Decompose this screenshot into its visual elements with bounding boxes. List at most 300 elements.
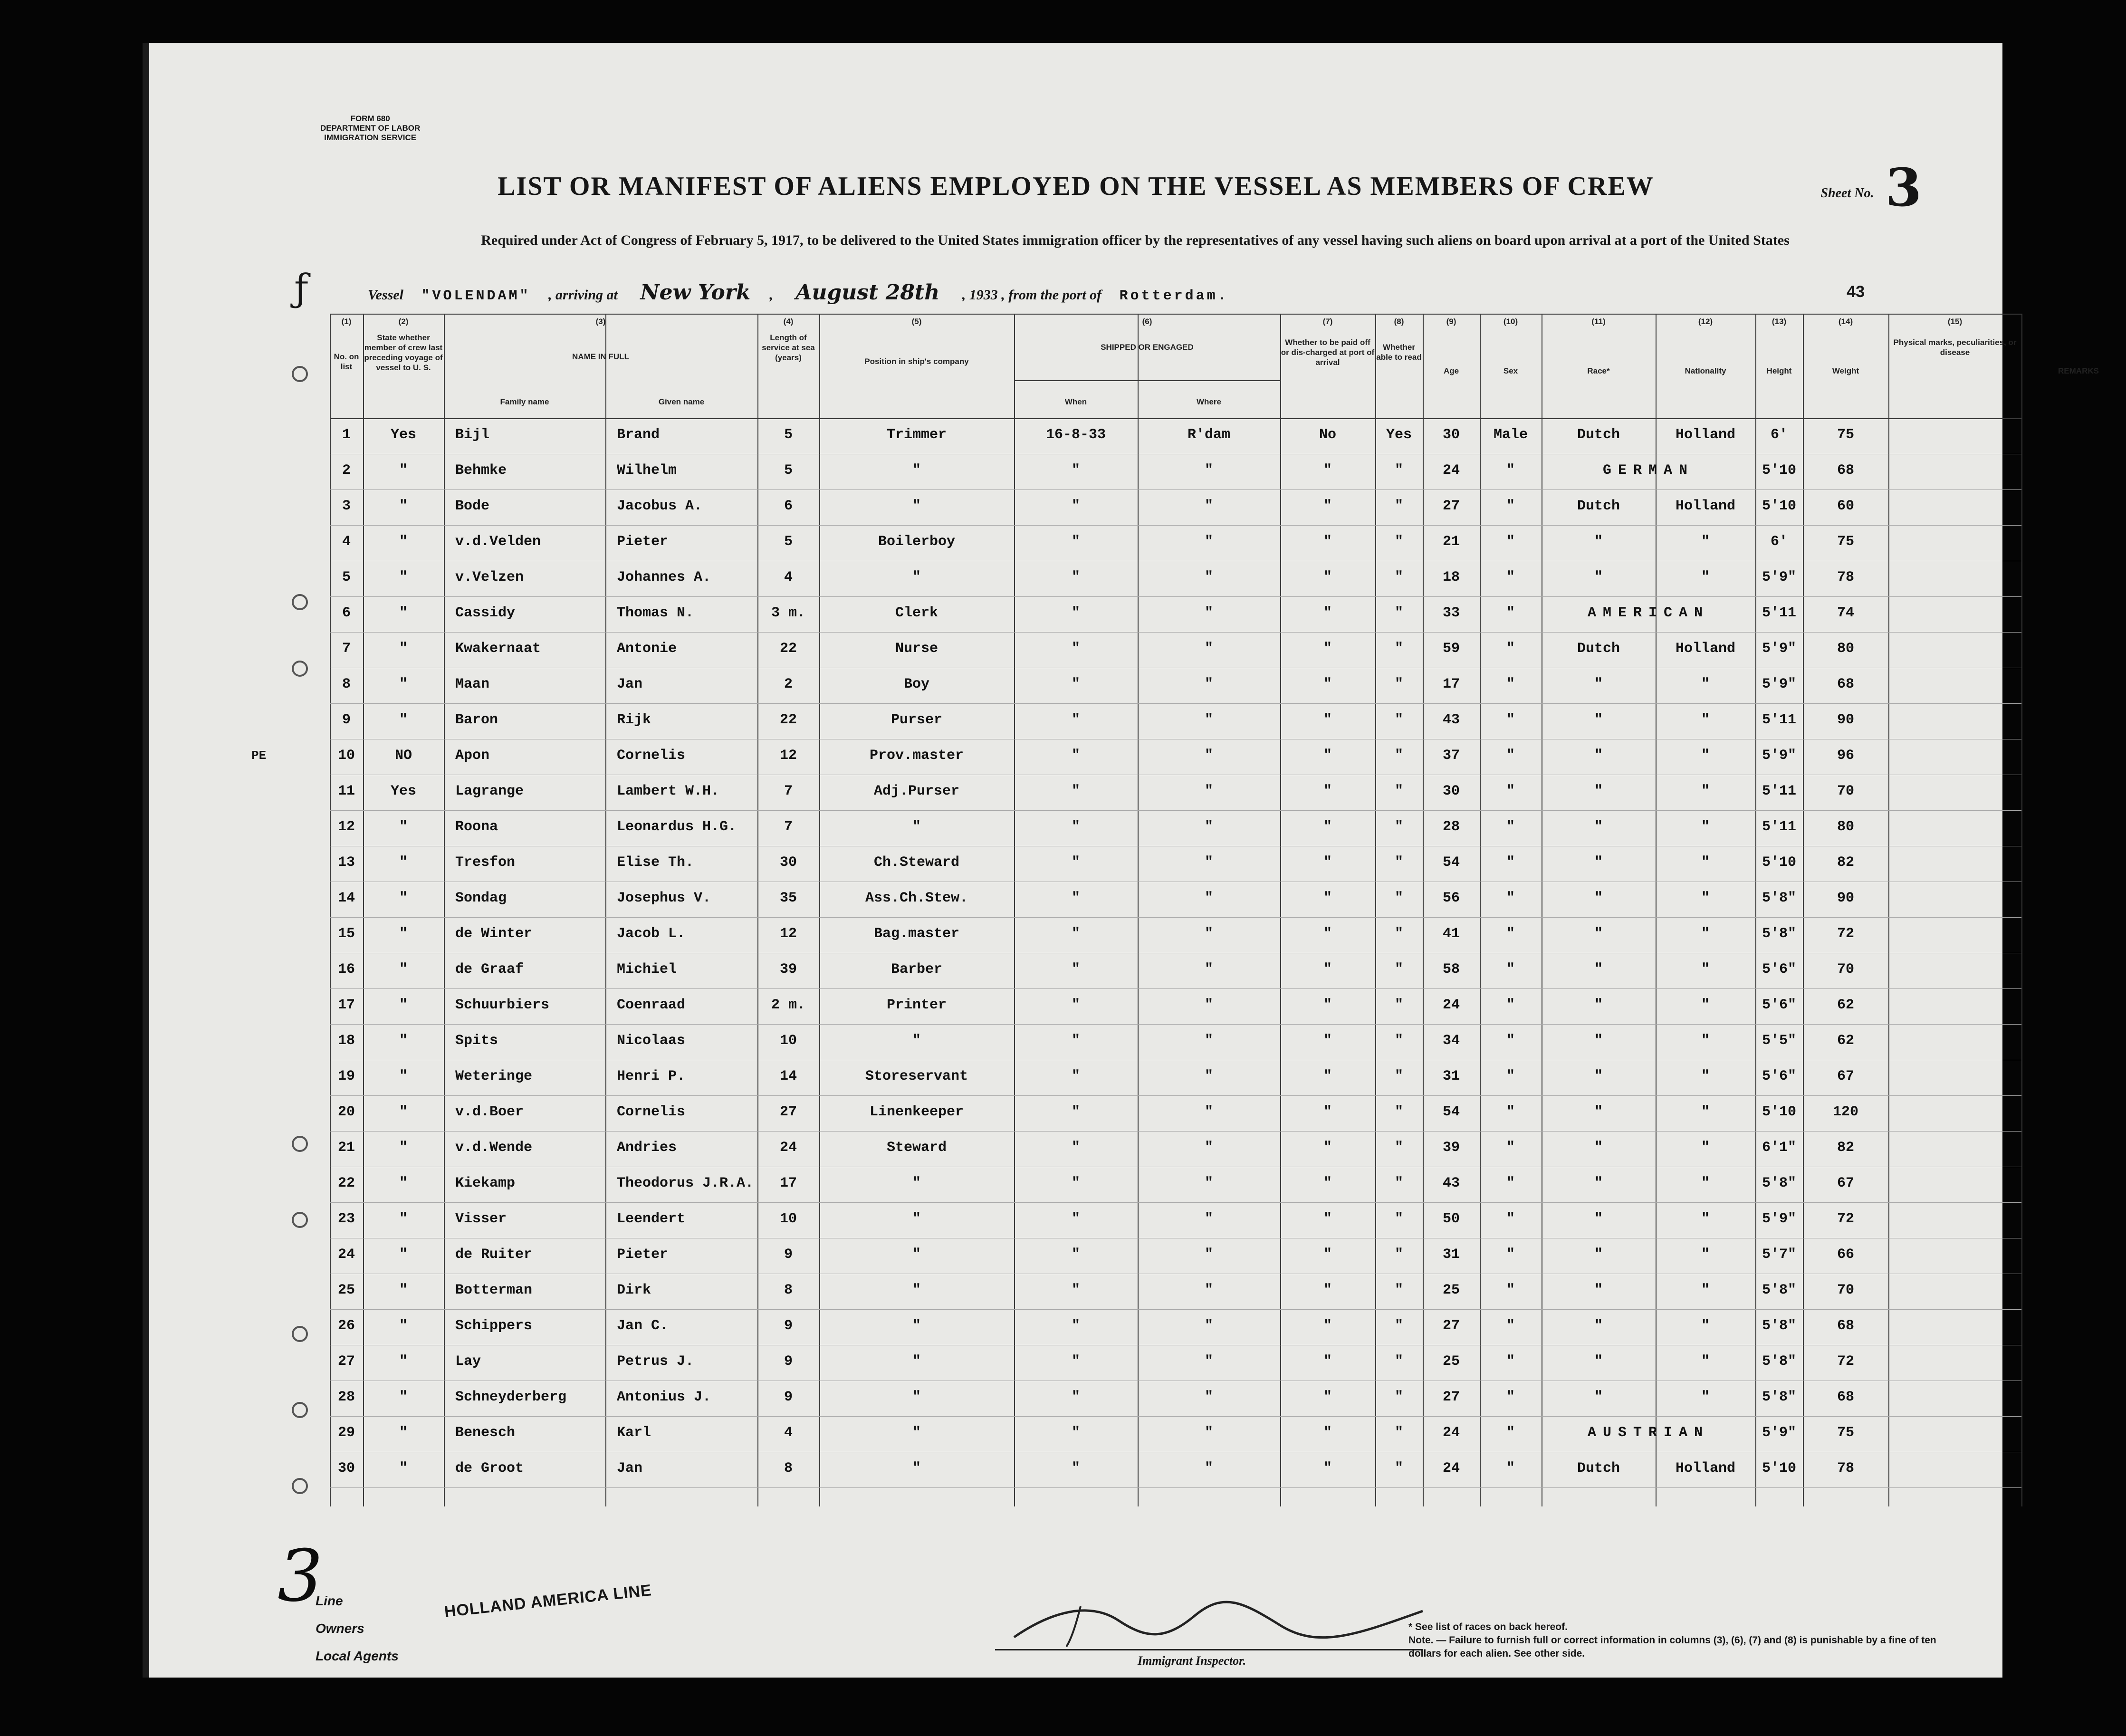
cell-when: " (1071, 783, 1080, 799)
cell-paid: No (1319, 427, 1336, 443)
owner-stamp: HOLLAND AMERICA LINE (443, 1581, 653, 1621)
column-number: (2) (398, 317, 409, 326)
cell-nat: " (1701, 569, 1710, 585)
cell-given: Jacobus A. (617, 498, 703, 514)
cell-len: 12 (779, 926, 797, 942)
cell-state: " (399, 1033, 408, 1049)
cell-nat: Holland (1675, 498, 1736, 514)
cell-race: " (1594, 1318, 1603, 1334)
cell-no: 11 (337, 783, 355, 799)
punch-hole (292, 1478, 308, 1494)
form-service: IMMIGRATION SERVICE (324, 133, 417, 142)
column-number: (6) (1142, 317, 1152, 326)
margin-note: PE (251, 748, 267, 763)
cell-family: Kiekamp (455, 1175, 516, 1191)
cell-no: 28 (337, 1389, 355, 1405)
cell-sex: " (1506, 1425, 1515, 1441)
cell-family: v.d.Velden (455, 534, 541, 550)
cell-read: " (1394, 641, 1403, 657)
cell-family: Weteringe (455, 1068, 533, 1084)
signature-line (995, 1649, 1423, 1650)
cell-no: 19 (337, 1068, 355, 1084)
cell-weight: 66 (1837, 1247, 1854, 1263)
cell-weight: 67 (1837, 1068, 1854, 1084)
cell-age: 30 (1442, 783, 1460, 799)
cell-nat: " (1701, 1104, 1710, 1120)
cell-sex: " (1506, 926, 1515, 942)
cell-given: Coenraad (617, 997, 686, 1013)
cell-read: " (1394, 712, 1403, 728)
arriving-label: , arriving at (548, 287, 618, 303)
cell-pos: " (912, 569, 921, 585)
cell-race: " (1594, 712, 1603, 728)
cell-given: Antonie (617, 641, 677, 657)
cell-family: Baron (455, 712, 498, 728)
cell-no: 22 (337, 1175, 355, 1191)
cell-family: Sondag (455, 890, 507, 906)
cell-sex: " (1506, 498, 1515, 514)
cell-given: Jan (617, 676, 643, 692)
row-rule (330, 810, 2021, 811)
cell-given: Jan C. (617, 1318, 669, 1334)
cell-state: " (399, 569, 408, 585)
cell-pos: " (912, 498, 921, 514)
cell-where: " (1204, 854, 1213, 871)
cell-age: 54 (1442, 1104, 1460, 1120)
cell-nat: " (1701, 783, 1710, 799)
manifest-page (143, 43, 2099, 1678)
cell-sex: " (1506, 462, 1515, 479)
cell-nat: " (1701, 1033, 1710, 1049)
cell-race: Dutch (1577, 641, 1620, 657)
cell-weight: 90 (1837, 712, 1854, 728)
cell-age: 25 (1442, 1282, 1460, 1298)
cell-given: Jacob L. (617, 926, 686, 942)
cell-given: Wilhelm (617, 462, 677, 479)
cell-no: 2 (342, 462, 351, 479)
cell-when: " (1071, 748, 1080, 764)
cell-pos: Prov.master (869, 748, 964, 764)
cell-pos: " (912, 1389, 921, 1405)
cell-nat: " (1701, 819, 1710, 835)
form-number: FORM 680 (350, 114, 390, 123)
column-number: (12) (1698, 317, 1713, 326)
handwritten-mark: ƒ (294, 266, 308, 310)
cell-len: 5 (784, 534, 793, 550)
cell-sex: " (1506, 1140, 1515, 1156)
cell-no: 7 (342, 641, 351, 657)
cell-height: 5'8" (1762, 1282, 1796, 1298)
cell-no: 3 (342, 498, 351, 514)
cell-weight: 70 (1837, 1282, 1854, 1298)
cell-age: 27 (1442, 1318, 1460, 1334)
cell-height: 5'10 (1762, 1104, 1796, 1120)
cell-age: 24 (1442, 462, 1460, 479)
row-rule (330, 917, 2021, 918)
cell-given: Leonardus H.G. (617, 819, 737, 835)
cell-race: " (1594, 748, 1603, 764)
cell-nat: " (1701, 961, 1710, 978)
cell-given: Andries (617, 1140, 677, 1156)
cell-height: 6' (1770, 534, 1788, 550)
cell-len: 12 (779, 748, 797, 764)
cell-read: " (1394, 462, 1403, 479)
cell-height: 6'1" (1762, 1140, 1796, 1156)
cell-height: 5'5" (1762, 1033, 1796, 1049)
cell-pos: Storeservant (865, 1068, 968, 1084)
cell-where: " (1204, 569, 1213, 585)
cell-family: Schippers (455, 1318, 533, 1334)
cell-paid: " (1323, 712, 1332, 728)
cell-weight: 120 (1832, 1104, 1858, 1120)
cell-height: 5'9" (1762, 1425, 1796, 1441)
cell-where: " (1204, 783, 1213, 799)
column-number: (8) (1394, 317, 1404, 326)
cell-age: 50 (1442, 1211, 1460, 1227)
cell-len: 4 (784, 1425, 793, 1441)
cell-len: 24 (779, 1140, 797, 1156)
cell-where: " (1204, 1353, 1213, 1370)
cell-pos: Ass.Ch.Stew. (865, 890, 968, 906)
cell-state: " (399, 1211, 408, 1227)
cell-pos: Bag.master (873, 926, 960, 942)
cell-where: " (1204, 1140, 1213, 1156)
note-penalty: Note. — Failure to furnish full or correct information in columns (3), (6), (7) and (8) is punishable by a fine of ten dollars for each alien. See other side. (1408, 1635, 1936, 1659)
column-header-nationality: Nationality (1685, 366, 1726, 375)
cell-read: " (1394, 926, 1403, 942)
column-number: (13) (1772, 317, 1787, 326)
cell-race: " (1594, 854, 1603, 871)
punch-hole (292, 1402, 308, 1418)
row-rule (330, 632, 2021, 633)
cell-sex: " (1506, 1247, 1515, 1263)
cell-no: 29 (337, 1425, 355, 1441)
cell-height: 5'8" (1762, 1353, 1796, 1370)
cell-no: 12 (337, 819, 355, 835)
punch-hole (292, 661, 308, 677)
cell-family: Benesch (455, 1425, 516, 1441)
cell-given: Karl (617, 1425, 651, 1441)
cell-weight: 72 (1837, 926, 1854, 942)
from-label: , from the port of (1001, 287, 1102, 303)
column-header-age: Age (1443, 366, 1459, 375)
cell-when: " (1071, 1068, 1080, 1084)
cell-len: 10 (779, 1033, 797, 1049)
arrival-date: August 28th (795, 280, 940, 305)
cell-age: 24 (1442, 1425, 1460, 1441)
cell-nat: " (1701, 1389, 1710, 1405)
cell-when: " (1071, 890, 1080, 906)
cell-pos: Boilerboy (878, 534, 956, 550)
cell-paid: " (1323, 854, 1332, 871)
cell-race: GERMAN (1602, 462, 1695, 479)
cell-race: " (1594, 1353, 1603, 1370)
column-number: (7) (1322, 317, 1333, 326)
cell-when: " (1071, 534, 1080, 550)
cell-sex: " (1506, 997, 1515, 1013)
cell-height: 5'9" (1762, 676, 1796, 692)
row-rule (330, 1095, 2021, 1096)
inspector-signature (995, 1592, 1446, 1649)
cell-sex: " (1506, 890, 1515, 906)
cell-no: 8 (342, 676, 351, 692)
cell-age: 30 (1442, 427, 1460, 443)
cell-paid: " (1323, 569, 1332, 585)
cell-weight: 68 (1837, 462, 1854, 479)
line-label: Line (316, 1593, 343, 1608)
cell-paid: " (1323, 1389, 1332, 1405)
cell-when: " (1071, 1033, 1080, 1049)
cell-nat: " (1701, 854, 1710, 871)
cell-given: Dirk (617, 1282, 651, 1298)
cell-read: " (1394, 1211, 1403, 1227)
cell-family: de Groot (455, 1460, 524, 1477)
arrival-year: , 1933 (962, 287, 998, 303)
cell-nat: " (1701, 676, 1710, 692)
cell-family: Visser (455, 1211, 507, 1227)
column-header-given: Given name (658, 397, 705, 406)
cell-pos: " (912, 1247, 921, 1263)
cell-weight: 75 (1837, 427, 1854, 443)
column-header-shipped: SHIPPED OR ENGAGED (1101, 343, 1194, 352)
cell-state: " (399, 712, 408, 728)
cell-pos: " (912, 462, 921, 479)
cell-len: 30 (779, 854, 797, 871)
cell-state: " (399, 605, 408, 621)
cell-state: " (399, 997, 408, 1013)
cell-read: " (1394, 961, 1403, 978)
cell-sex: " (1506, 854, 1515, 871)
cell-when: " (1071, 1425, 1080, 1441)
cell-family: Apon (455, 748, 490, 764)
cell-read: " (1394, 748, 1403, 764)
cell-state: " (399, 534, 408, 550)
cell-read: " (1394, 1104, 1403, 1120)
cell-when: " (1071, 926, 1080, 942)
column-number: (3) (595, 317, 606, 326)
cell-race: Dutch (1577, 498, 1620, 514)
column-header-height: Height (1766, 366, 1792, 375)
cell-len: 17 (779, 1175, 797, 1191)
cell-height: 5'6" (1762, 997, 1796, 1013)
cell-no: 4 (342, 534, 351, 550)
cell-pos: Nurse (895, 641, 938, 657)
cell-race: " (1594, 926, 1603, 942)
cell-sex: Male (1493, 427, 1528, 443)
cell-height: 5'10 (1762, 498, 1796, 514)
cell-race: " (1594, 1033, 1603, 1049)
cell-race: " (1594, 819, 1603, 835)
cell-paid: " (1323, 1104, 1332, 1120)
cell-when: 16-8-33 (1045, 427, 1106, 443)
cell-age: 24 (1442, 997, 1460, 1013)
cell-given: Cornelis (617, 1104, 686, 1120)
punch-hole (292, 366, 308, 382)
cell-paid: " (1323, 926, 1332, 942)
row-rule (330, 1416, 2021, 1417)
cell-age: 59 (1442, 641, 1460, 657)
cell-given: Elise Th. (617, 854, 694, 871)
cell-paid: " (1323, 1247, 1332, 1263)
cell-pos: Steward (886, 1140, 947, 1156)
cell-pos: " (912, 1033, 921, 1049)
cell-age: 43 (1442, 1175, 1460, 1191)
cell-len: 9 (784, 1389, 793, 1405)
cell-given: Pieter (617, 534, 669, 550)
cell-len: 35 (779, 890, 797, 906)
cell-pos: Printer (886, 997, 947, 1013)
cell-state: " (399, 926, 408, 942)
punch-hole (292, 594, 308, 610)
arrival-port: New York (640, 280, 751, 305)
cell-read: " (1394, 819, 1403, 835)
cell-no: 18 (337, 1033, 355, 1049)
cell-paid: " (1323, 605, 1332, 621)
cell-nat: " (1701, 890, 1710, 906)
cell-race: " (1594, 1282, 1603, 1298)
sheet-value: 3 (1885, 157, 1922, 218)
cell-state: Yes (390, 427, 416, 443)
cell-height: 5'8" (1762, 890, 1796, 906)
row-rule (330, 988, 2021, 989)
cell-weight: 90 (1837, 890, 1854, 906)
cell-given: Brand (617, 427, 660, 443)
cell-nat: Holland (1675, 1460, 1736, 1477)
cell-weight: 75 (1837, 1425, 1854, 1441)
cell-state: " (399, 676, 408, 692)
cell-family: Tresfon (455, 854, 516, 871)
cell-age: 41 (1442, 926, 1460, 942)
cell-height: 5'9" (1762, 1211, 1796, 1227)
cell-when: " (1071, 819, 1080, 835)
cell-sex: " (1506, 534, 1515, 550)
cell-race: " (1594, 1247, 1603, 1263)
cell-height: 5'8" (1762, 1175, 1796, 1191)
cell-nat: " (1701, 534, 1710, 550)
cell-race: " (1594, 783, 1603, 799)
cell-weight: 62 (1837, 997, 1854, 1013)
cell-family: Lagrange (455, 783, 524, 799)
column-header-state: State whether member of crew last preceding voyage of vessel to U. S. (364, 333, 443, 372)
cell-state: " (399, 1353, 408, 1370)
cell-when: " (1071, 1318, 1080, 1334)
cell-state: Yes (390, 783, 416, 799)
cell-where: " (1204, 997, 1213, 1013)
cell-read: " (1394, 1175, 1403, 1191)
page-title: LIST OR MANIFEST OF ALIENS EMPLOYED ON THE VESSEL AS MEMBERS OF CREW (498, 172, 1654, 201)
cell-no: 13 (337, 854, 355, 871)
cell-no: 30 (337, 1460, 355, 1477)
cell-where: " (1204, 676, 1213, 692)
cell-paid: " (1323, 534, 1332, 550)
cell-paid: " (1323, 1175, 1332, 1191)
cell-when: " (1071, 462, 1080, 479)
cell-read: " (1394, 1247, 1403, 1263)
cell-family: v.d.Boer (455, 1104, 524, 1120)
cell-race: " (1594, 961, 1603, 978)
cell-height: 5'9" (1762, 748, 1796, 764)
cell-no: 17 (337, 997, 355, 1013)
cell-race: " (1594, 1140, 1603, 1156)
cell-sex: " (1506, 748, 1515, 764)
cell-len: 22 (779, 712, 797, 728)
cell-no: 10 (337, 748, 355, 764)
cell-family: Bijl (455, 427, 490, 443)
cell-pos: " (912, 1353, 921, 1370)
cell-race: " (1594, 1175, 1603, 1191)
header-rule (330, 418, 2021, 419)
cell-len: 8 (784, 1460, 793, 1477)
cell-paid: " (1323, 1425, 1332, 1441)
cell-race: " (1594, 1068, 1603, 1084)
cell-state: " (399, 462, 408, 479)
cell-race: Dutch (1577, 427, 1620, 443)
cell-when: " (1071, 1247, 1080, 1263)
column-number: (11) (1591, 317, 1606, 326)
cell-sex: " (1506, 1104, 1515, 1120)
cell-race: " (1594, 569, 1603, 585)
cell-read: " (1394, 783, 1403, 799)
cell-nat: " (1701, 712, 1710, 728)
cell-where: " (1204, 1068, 1213, 1084)
cell-when: " (1071, 605, 1080, 621)
cell-state: " (399, 1247, 408, 1263)
cell-pos: Linenkeeper (869, 1104, 964, 1120)
cell-paid: " (1323, 819, 1332, 835)
cell-height: 5'9" (1762, 641, 1796, 657)
cell-age: 25 (1442, 1353, 1460, 1370)
cell-where: " (1204, 890, 1213, 906)
cell-weight: 70 (1837, 961, 1854, 978)
cell-sex: " (1506, 1175, 1515, 1191)
cell-state: " (399, 819, 408, 835)
column-number: (9) (1446, 317, 1456, 326)
cell-where: " (1204, 534, 1213, 550)
cell-where: " (1204, 1104, 1213, 1120)
cell-sex: " (1506, 605, 1515, 621)
cell-sex: " (1506, 1282, 1515, 1298)
cell-family: Behmke (455, 462, 507, 479)
cell-given: Nicolaas (617, 1033, 686, 1049)
cell-len: 4 (784, 569, 793, 585)
cell-read: " (1394, 676, 1403, 692)
cell-where: " (1204, 1247, 1213, 1263)
cell-sex: " (1506, 676, 1515, 692)
cell-height: 5'11 (1762, 819, 1796, 835)
column-header-marks: Physical marks, peculiarities, or disease (1893, 338, 2017, 357)
cell-state: " (399, 854, 408, 871)
row-rule (330, 489, 2021, 490)
cell-race: " (1594, 534, 1603, 550)
cell-where: " (1204, 1175, 1213, 1191)
cell-no: 14 (337, 890, 355, 906)
vessel-line: Vessel "VOLENDAM" , arriving at New York , August 28th , 1933 , from the port of Rotterdam. (368, 280, 1229, 305)
cell-state: " (399, 641, 408, 657)
cell-age: 31 (1442, 1247, 1460, 1263)
cell-no: 27 (337, 1353, 355, 1370)
cell-given: Johannes A. (617, 569, 711, 585)
cell-height: 6' (1770, 427, 1788, 443)
cell-age: 31 (1442, 1068, 1460, 1084)
cell-state: " (399, 890, 408, 906)
cell-nat: " (1701, 1068, 1710, 1084)
cell-paid: " (1323, 1140, 1332, 1156)
cell-len: 8 (784, 1282, 793, 1298)
inspector-label: Immigrant Inspector. (1138, 1654, 1246, 1668)
cell-given: Antonius J. (617, 1389, 711, 1405)
column-header-paid: Whether to be paid off or dis-charged at port of arrival (1281, 338, 1375, 367)
cell-given: Petrus J. (617, 1353, 694, 1370)
